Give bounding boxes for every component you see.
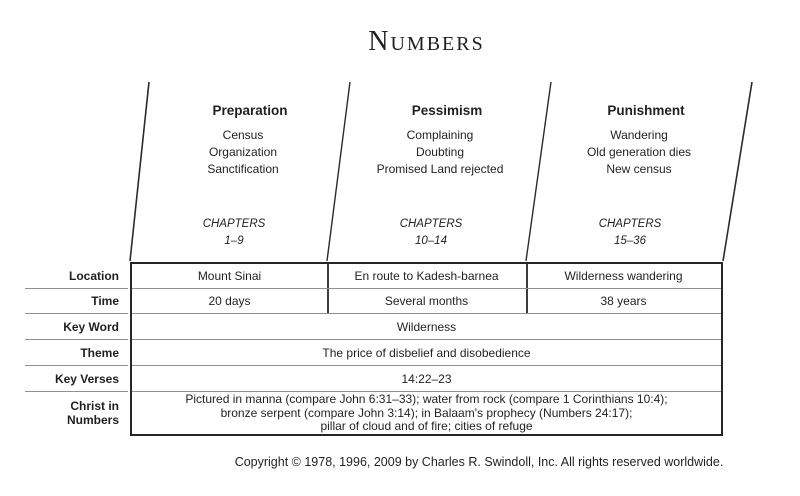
column-point: New census xyxy=(606,162,672,176)
row-label-key-word: Key Word xyxy=(25,314,128,340)
column-point: Complaining xyxy=(406,128,474,142)
column-points xyxy=(143,127,343,178)
chapters-block xyxy=(331,216,531,250)
cell-time-3: 38 years xyxy=(600,294,647,308)
row-label-key-verses: Key Verses xyxy=(25,366,128,392)
column-point: Old generation dies xyxy=(586,145,692,159)
chapters-range: 1–9 xyxy=(224,235,244,247)
row-label-location: Location xyxy=(25,264,128,289)
row-labels xyxy=(25,264,128,434)
chapters-range: 10–14 xyxy=(415,235,447,247)
column-point: Promised Land rejected xyxy=(376,162,504,176)
chapters-label: CHAPTERS xyxy=(202,218,266,230)
cell-key-verses: 14:22–23 xyxy=(401,371,452,386)
column-point: Census xyxy=(222,128,264,142)
column-pessimism xyxy=(327,82,527,262)
column-points xyxy=(340,127,540,178)
cell-time-2: Several months xyxy=(384,294,469,308)
column-point: Doubting xyxy=(415,145,465,159)
row-christ xyxy=(132,392,721,434)
chapters-block xyxy=(134,216,334,250)
page-title: Numbers xyxy=(368,26,485,57)
cell-theme: The price of disbelief and disobedience xyxy=(322,345,531,360)
cell-christ xyxy=(132,392,721,434)
cell-location-1: Mount Sinai xyxy=(197,269,262,283)
cell-location-3: Wilderness wandering xyxy=(564,269,683,283)
column-points xyxy=(539,127,739,178)
row-location xyxy=(132,264,721,289)
column-heading: Pessimism xyxy=(411,103,483,118)
christ-line: Pictured in manna (compare John 6:31–33); water from rock (compare 1 Corinthians 10:4); xyxy=(185,392,668,406)
cell-time-1: 20 days xyxy=(208,294,251,308)
row-time xyxy=(132,289,721,314)
chapters-range: 15–36 xyxy=(614,235,646,247)
chapters-block xyxy=(530,216,730,250)
column-punishment xyxy=(526,82,726,262)
row-label-time: Time xyxy=(25,289,128,314)
row-key-word xyxy=(132,314,721,340)
christ-line: bronze serpent (compare John 3:14); in Balaam's prophecy (Numbers 24:17); xyxy=(220,405,633,420)
cell-location-2: En route to Kadesh-barnea xyxy=(354,269,499,283)
cell-key-word: Wilderness xyxy=(396,319,457,334)
column-point: Wandering xyxy=(610,128,668,142)
summary-table xyxy=(130,262,723,436)
row-label-christ: Christ in Numbers xyxy=(66,399,119,427)
column-preparation xyxy=(130,82,330,262)
column-point: Sanctification xyxy=(207,162,279,176)
chapters-label: CHAPTERS xyxy=(598,218,662,230)
christ-line: pillar of cloud and of fire; cities of refuge xyxy=(320,419,533,433)
footer-copyright: Copyright © 1978, 1996, 2009 by Charles R. Swindoll, Inc. All rights reserved worldwide. xyxy=(234,455,724,469)
column-heading: Punishment xyxy=(607,103,685,118)
column-point: Organization xyxy=(208,145,278,159)
row-key-verses xyxy=(132,366,721,392)
row-label-theme: Theme xyxy=(25,340,128,366)
column-heading: Preparation xyxy=(212,103,288,118)
row-theme xyxy=(132,340,721,366)
chapters-label: CHAPTERS xyxy=(399,218,463,230)
